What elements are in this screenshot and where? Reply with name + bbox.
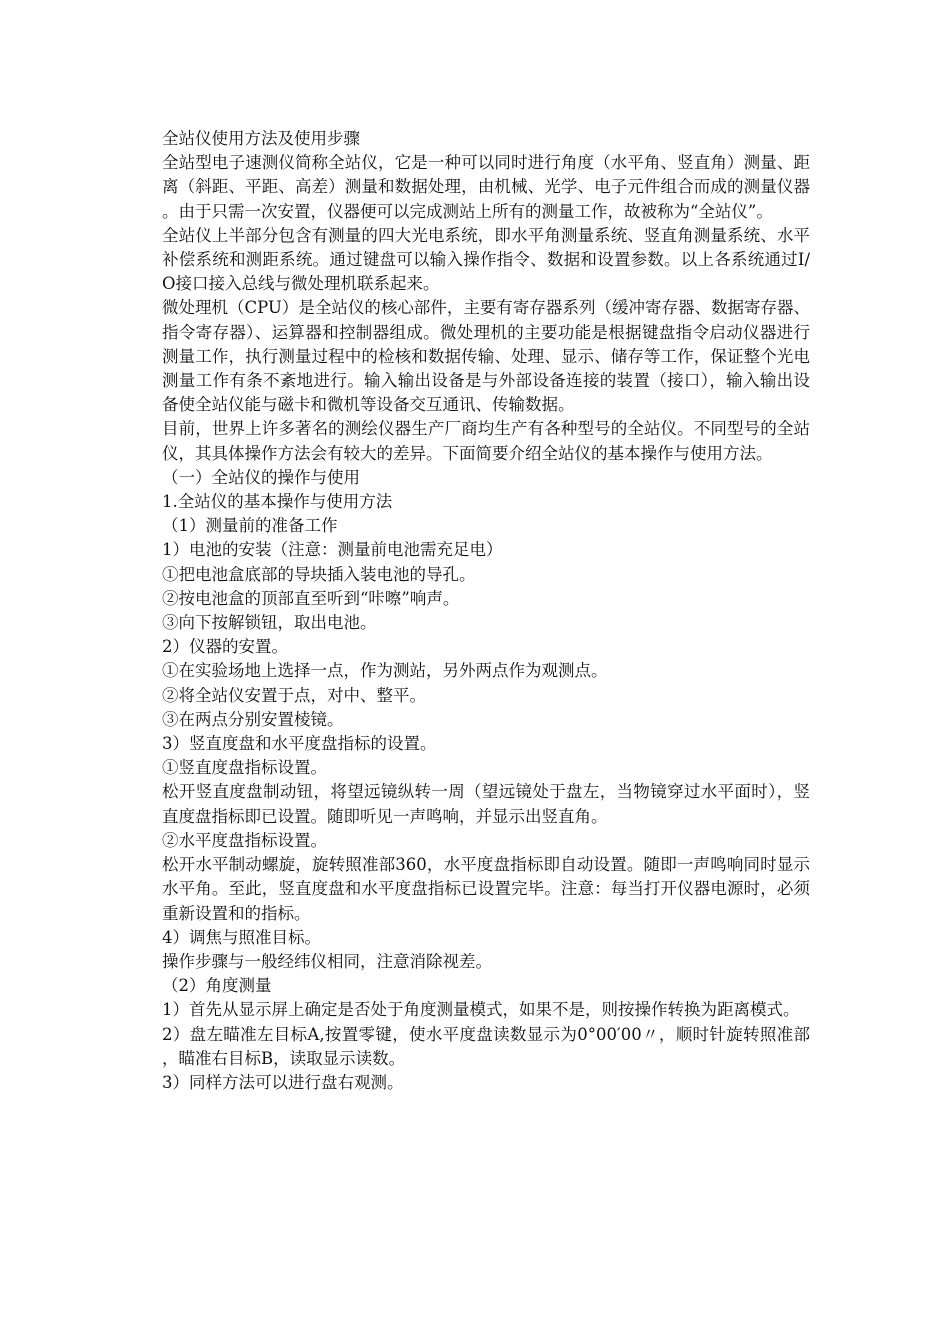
list-item: 3）同样方法可以进行盘右观测。 [162, 1072, 404, 1092]
list-item: 2）盘左瞄准左目标A,按置零键，使水平度盘读数显示为0°00′00〃，顺时针旋转照准部，瞄准右目标B，读取显示读数。 [162, 1024, 810, 1068]
list-item: ②将全站仪安置于点，对中、整平。 [162, 685, 426, 705]
section-heading-operation: （一）全站仪的操作与使用 [162, 467, 360, 487]
document-title: 全站仪使用方法及使用步骤 [162, 129, 360, 148]
list-item: ①竖直度盘指标设置。 [162, 758, 327, 778]
paragraph-microprocessor: 微处理机（CPU）是全站仪的核心部件，主要有寄存器系列（缓冲寄存器、数据寄存器、指令寄存器）、运算器和控制器组成。微处理机的主要功能是根据键盘指令启动仪器进行测量工作，执行测量过程中的检核和数据传输、处理、显示、储存等工作，保证整个光电测量工作有条不紊地进行。输入输出设备是与外部设备连接的装置（接口），输入输出设备使全站仪能与磁卡和微机等设备交互通讯、传输数据。 [162, 298, 810, 415]
list-item: ①把电池盒底部的导块插入装电池的导孔。 [162, 564, 476, 584]
step-circle-index-setting: 3）竖直度盘和水平度盘指标的设置。 [162, 734, 437, 754]
paragraph-vertical-circle: 松开竖直度盘制动钮，将望远镜纵转一周（望远镜处于盘左，当物镜穿过水平面时），竖直度盘指标即已设置。随即听见一声鸣响，并显示出竖直角。 [162, 782, 810, 826]
step-focus-target: 4）调焦与照准目标。 [162, 927, 321, 947]
list-item: ②按电池盒的顶部直至听到“咔嚓”响声。 [162, 588, 460, 608]
list-item: ①在实验场地上选择一点，作为测站，另外两点作为观测点。 [162, 661, 608, 681]
list-item: ③向下按解锁钮，取出电池。 [162, 613, 377, 633]
subsection-heading-basic-usage: 1.全站仪的基本操作与使用方法 [162, 492, 393, 512]
document-page [162, 127, 810, 1095]
list-item: ②水平度盘指标设置。 [162, 830, 327, 850]
subsection-heading-angle-measurement: （2）角度测量 [162, 976, 272, 996]
paragraph-current-status: 目前，世界上许多著名的测绘仪器生产厂商均生产有各种型号的全站仪。不同型号的全站仪，其具体操作方法会有较大的差异。下面简要介绍全站仪的基本操作与使用方法。 [162, 419, 810, 463]
list-item: ③在两点分别安置棱镜。 [162, 709, 344, 729]
paragraph-optical-systems: 全站仪上半部分包含有测量的四大光电系统，即水平角测量系统、竖直角测量系统、水平补偿系统和测距系统。通过键盘可以输入操作指令、数据和设置参数。以上各系统通过I/O接口接入总线与微处理机联系起来。 [162, 225, 810, 294]
paragraph-intro: 全站型电子速测仪简称全站仪，它是一种可以同时进行角度（水平角、竖直角）测量、距离（斜距、平距、高差）测量和数据处理，由机械、光学、电子元件组合而成的测量仪器。由于只需一次安置，仪器便可以完成测站上所有的测量工作，故被称为“全站仪”。 [162, 153, 810, 221]
step-instrument-setup: 2）仪器的安置。 [162, 637, 288, 657]
paragraph-focus-note: 操作步骤与一般经纬仪相同，注意消除视差。 [162, 951, 492, 971]
list-item: 1）首先从显示屏上确定是否处于角度测量模式，如果不是，则按操作转换为距离模式。 [162, 1000, 800, 1020]
paragraph-horizontal-circle: 松开水平制动螺旋，旋转照准部360，水平度盘指标即自动设置。随即一声鸣响同时显示水平角。至此，竖直度盘和水平度盘指标已设置完毕。注意：每当打开仪器电源时，必须重新设置和的指标。 [162, 855, 810, 923]
step-battery-install: 1）电池的安装（注意：测量前电池需充足电） [162, 540, 503, 560]
subsection-heading-preparation: （1）测量前的准备工作 [162, 516, 338, 536]
